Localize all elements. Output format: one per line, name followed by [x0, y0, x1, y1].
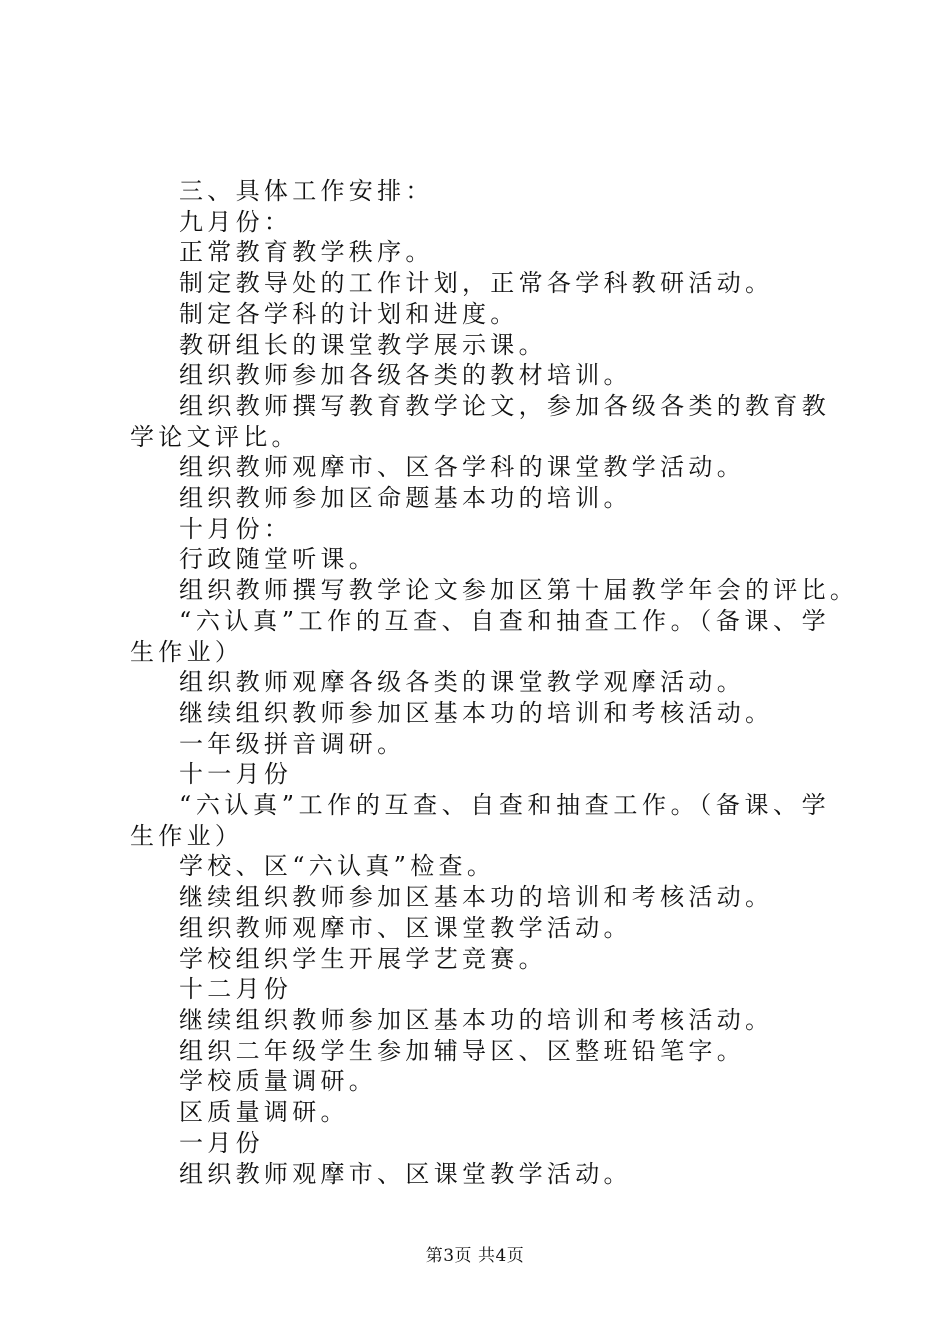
list-item: 组织教师撰写教学论文参加区第十届教学年会的评比。: [179, 576, 859, 605]
list-item: 教研组长的课堂教学展示课。: [179, 330, 547, 359]
month-heading-september: 九月份：: [179, 207, 293, 236]
month-heading-december: 十二月份: [179, 975, 293, 1004]
list-item: 组织教师观摩市、区课堂教学活动。: [179, 913, 632, 942]
list-item: 继续组织教师参加区基本功的培训和考核活动。: [179, 883, 774, 912]
list-item: 继续组织教师参加区基本功的培训和考核活动。: [179, 698, 774, 727]
list-item: “六认真”工作的互查、自查和抽查工作。（备课、学生作业）: [130, 791, 830, 850]
month-heading-october: 十月份：: [179, 514, 293, 543]
list-item: 一年级拼音调研。: [179, 729, 406, 758]
list-item: 行政随堂听课。: [179, 545, 378, 574]
list-item: 组织教师观摩市、区各学科的课堂教学活动。: [179, 453, 745, 482]
list-item: 制定教导处的工作计划，正常各学科教研活动。: [179, 269, 774, 298]
list-item: 继续组织教师参加区基本功的培训和考核活动。: [179, 1005, 774, 1034]
list-item: 组织教师参加区命题基本功的培训。: [179, 484, 632, 513]
month-heading-january: 一月份: [179, 1128, 264, 1157]
list-item: 组织教师观摩市、区课堂教学活动。: [179, 1159, 632, 1188]
list-item: 组织二年级学生参加辅导区、区整班铅笔字。: [179, 1036, 745, 1065]
list-item: 区质量调研。: [179, 1098, 349, 1127]
list-item: 学校质量调研。: [179, 1067, 378, 1096]
list-item: 组织教师撰写教育教学论文，参加各级各类的教育教学论文评比。: [130, 391, 830, 451]
section-heading: 三、具体工作安排：: [179, 177, 434, 205]
list-item: 正常教育教学秩序。: [179, 238, 434, 267]
list-item: 制定各学科的计划和进度。: [179, 299, 519, 328]
list-item: 学校组织学生开展学艺竞赛。: [179, 944, 547, 973]
document-body: [130, 176, 859, 1189]
list-item: 学校、区“六认真”检查。: [179, 852, 496, 881]
list-item: “六认真”工作的互查、自查和抽查工作。（备课、学生作业）: [130, 606, 830, 666]
month-heading-november: 十一月份: [179, 760, 293, 789]
page-number-footer: 第3页 共4页: [425, 1246, 525, 1266]
list-item: 组织教师观摩各级各类的课堂教学观摩活动。: [179, 668, 745, 697]
list-item: 组织教师参加各级各类的教材培训。: [179, 361, 632, 390]
